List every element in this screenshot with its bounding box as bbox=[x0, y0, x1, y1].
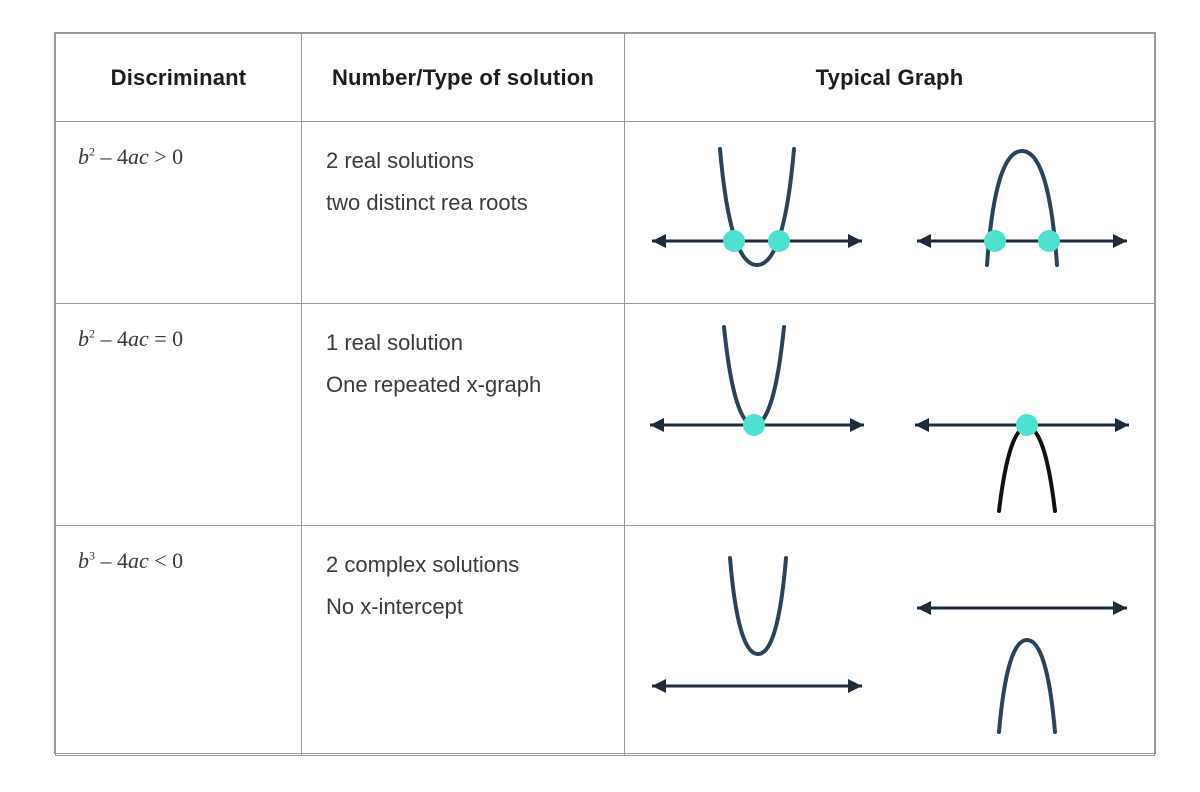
formula-discriminant-positive: $b^2 - 4ac > 0$ bbox=[78, 144, 184, 169]
graph-downward-parabola-no-roots bbox=[902, 526, 1142, 755]
table-header bbox=[56, 34, 1155, 122]
graph-downward-parabola-two-roots bbox=[902, 122, 1142, 303]
formula-discriminant-zero: $b^2 - 4ac = 0$ bbox=[78, 326, 184, 351]
solution-line: No x-intercept bbox=[326, 594, 463, 620]
graph-upward-parabola-no-roots bbox=[637, 526, 877, 755]
graph-upward-parabola-two-roots bbox=[637, 122, 877, 303]
graph-downward-parabola-one-root bbox=[902, 304, 1142, 525]
formula-discriminant-negative: $b^3 - 4ac < 0$ bbox=[78, 548, 184, 573]
solution-line: One repeated x-graph bbox=[326, 372, 542, 398]
graph-row bbox=[625, 304, 1154, 525]
column-header-typical-graph: Typical Graph bbox=[625, 34, 1155, 122]
cell-solution-positive bbox=[302, 122, 625, 304]
cell-discriminant-zero bbox=[56, 304, 302, 526]
cell-solution-negative bbox=[302, 526, 625, 756]
solution-line: 1 real solution bbox=[326, 330, 463, 355]
discriminant-table bbox=[55, 33, 1155, 756]
cell-graph-negative bbox=[625, 526, 1155, 756]
cell-graph-positive bbox=[625, 122, 1155, 304]
solution-line: two distinct rea roots bbox=[326, 190, 528, 216]
table-row bbox=[56, 304, 1155, 526]
solution-line: 2 real solutions bbox=[326, 148, 474, 173]
cell-discriminant-negative bbox=[56, 526, 302, 756]
table-header-row bbox=[56, 34, 1155, 122]
cell-solution-zero bbox=[302, 304, 625, 526]
cell-discriminant-positive bbox=[56, 122, 302, 304]
solution-line: 2 complex solutions bbox=[326, 552, 520, 577]
table-row bbox=[56, 526, 1155, 756]
column-header-discriminant: Discriminant bbox=[56, 34, 302, 122]
graph-upward-parabola-one-root bbox=[637, 304, 877, 525]
cell-graph-zero bbox=[625, 304, 1155, 526]
column-header-solution-type: Number/Type of solution bbox=[302, 34, 625, 122]
graph-row bbox=[625, 526, 1154, 755]
table-body bbox=[56, 122, 1155, 756]
graph-row bbox=[625, 122, 1154, 303]
table-row bbox=[56, 122, 1155, 304]
discriminant-table-container bbox=[54, 32, 1156, 754]
